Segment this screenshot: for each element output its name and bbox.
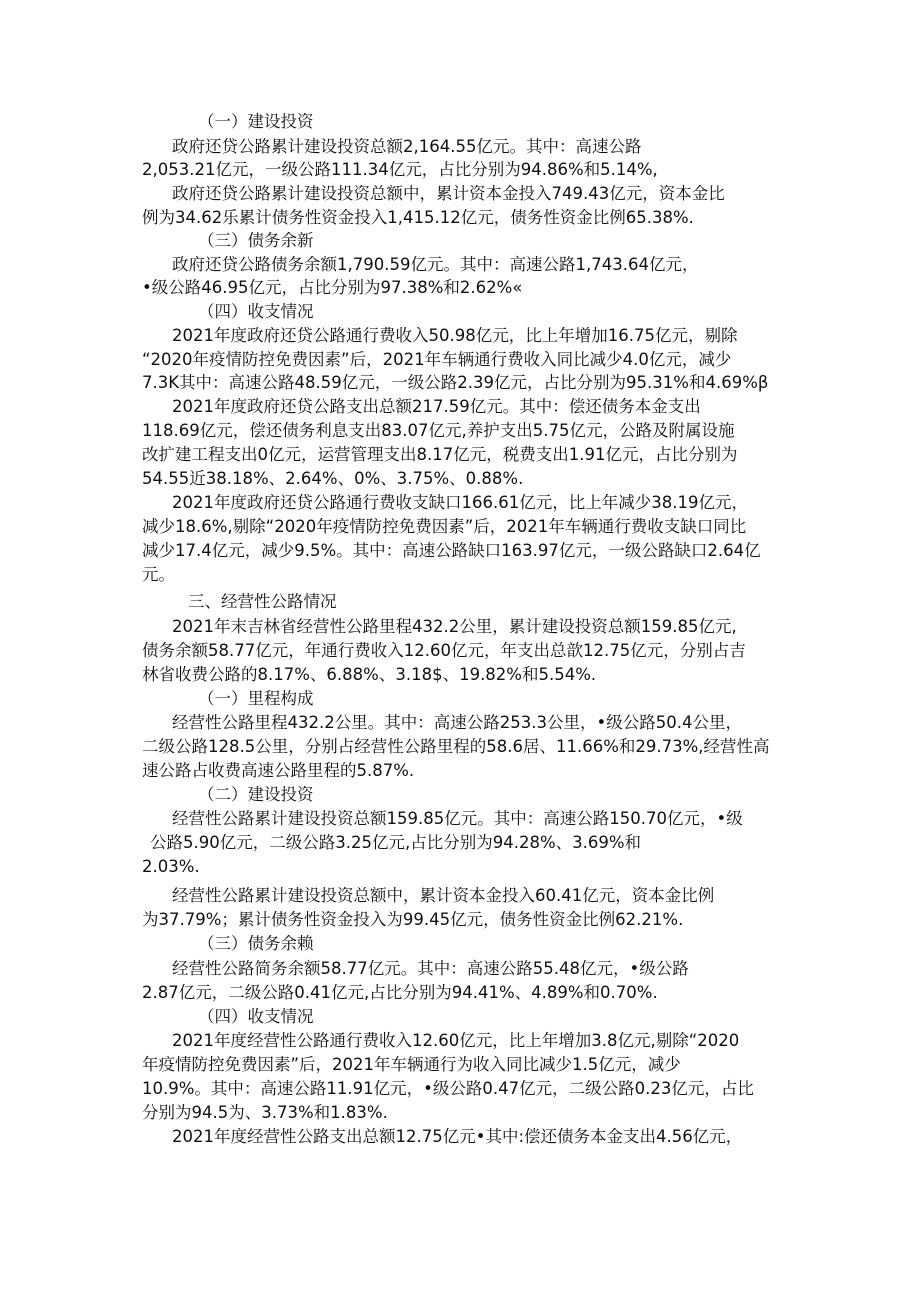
paragraph-line: 债务余额58.77亿元，年通行费收入12.60亿元，年支出总歆12.75亿元，分别占吉 (142, 641, 746, 660)
chapter-heading: 三、经营性公路情况 (188, 592, 337, 611)
paragraph-line: 2021年末吉林省经营性公路里程432.2公里，累计建设投资总额159.85亿元, (172, 617, 737, 636)
paragraph-line: 7.3K其中：高速公路48.59亿元，一级公路2.39亿元，占比分别为95.31%和4.69%β (142, 373, 769, 392)
section-heading: （三）债务余新 (198, 231, 314, 250)
section-heading: （二）建设投资 (198, 785, 314, 804)
paragraph-line: 改扩建工程支出0亿元，运营管理支出8.17亿元，税费支出1.91亿元，占比分别为 (142, 445, 738, 464)
paragraph-line: 速公路占收费高速公路里程的5.87%. (142, 761, 415, 780)
paragraph-line: •级公路46.95亿元，占比分别为97.38%和2.62%« (142, 278, 523, 297)
paragraph-line: “2020年疫情防控免费因素”后，2021年车辆通行费收入同比减少4.0亿元，减少 (142, 350, 732, 369)
paragraph-line: 2021年度政府还贷公路支出总额217.59亿元。其中：偿还债务本金支出 (172, 397, 701, 416)
paragraph-line: 2.03%. (142, 857, 200, 876)
paragraph-line: 2021年度经营性公路通行费收入12.60亿元，比上年增加3.8亿元,剔除“2020 (172, 1031, 740, 1050)
paragraph-line: 经营性公路累计建设投资总额159.85亿元。其中：高速公路150.70亿元，•级 (172, 809, 743, 828)
paragraph-line: 54.55近38.18%、2.64%、0%、3.75%、0.88%. (142, 469, 524, 488)
paragraph-line: 政府还贷公路累计建设投资总额中，累计资本金投入749.43亿元，资本金比 (172, 184, 725, 203)
paragraph-line: 2.87亿元，二级公路0.41亿元,占比分别为94.41%、4.89%和0.70%. (142, 983, 658, 1002)
paragraph-line: 政府还贷公路累计建设投资总额2,164.55亿元。其中：高速公路 (172, 137, 642, 156)
paragraph-line: 经营性公路简务余额58.77亿元。其中：高速公路55.48亿元，•级公路 (172, 959, 689, 978)
paragraph-line: 减少17.4亿元，减少9.5%。其中：高速公路缺口163.97亿元，一级公路缺口2.64亿 (142, 541, 761, 560)
section-heading: （四）收支情况 (198, 1007, 314, 1026)
paragraph-line: 年疫情防控免费因素”后，2021年车辆通行为收入同比减少1.5亿元，减少 (142, 1055, 681, 1074)
paragraph-line: 2021年度政府还贷公路通行费收入50.98亿元，比上年增加16.75亿元，剔除 (172, 326, 738, 345)
paragraph-line: 减少18.6%,剔除“2020年疫情防控免费因素”后，2021年车辆通行费收支缺口同比 (142, 517, 747, 536)
section-heading: （三）债务余赖 (198, 934, 314, 953)
paragraph-line: 林省收费公路的8.17%、6.88%、3.18$、19.82%和5.54%. (142, 665, 597, 684)
paragraph-line: 政府还贷公路债务余额1,790.59亿元。其中：高速公路1,743.64亿元， (172, 255, 699, 274)
section-heading: （一）建设投资 (198, 112, 314, 131)
section-heading: （四）收支情况 (198, 302, 314, 321)
paragraph-line: 分别为94.5为、3.73%和1.83%. (142, 1103, 388, 1122)
paragraph-line: 元。 (142, 565, 175, 584)
paragraph-line: 二级公路128.5公里，分别占经营性公路里程的58.6居、11.66%和29.73%,经营性高 (142, 737, 770, 756)
section-heading: （一）里程构成 (198, 689, 314, 708)
paragraph-line: 118.69亿元，偿还债务利息支出83.07亿元,养护支出5.75亿元，公路及附属设施 (142, 421, 735, 440)
paragraph-line: 10.9%。其中：高速公路11.91亿元，•级公路0.47亿元，二级公路0.23亿元，占比 (142, 1079, 754, 1098)
paragraph-line: 2021年度经营性公路支出总额12.75亿元•其中:偿还债务本金支出4.56亿元， (172, 1127, 743, 1146)
paragraph-line: 例为34.62乐累计债务性资金投入1,415.12亿元，债务性资金比例65.38%. (142, 208, 694, 227)
paragraph-line: 公路5.90亿元，二级公路3.25亿元,占比分别为94.28%、3.69%和 (150, 833, 642, 852)
paragraph-line: 2021年度政府还贷公路通行费收支缺口166.61亿元，比上年减少38.19亿元， (172, 493, 748, 512)
paragraph-line: 2,053.21亿元，一级公路111.34亿元，占比分别为94.86%和5.14%, (142, 160, 658, 179)
paragraph-line: 经营性公路里程432.2公里。其中：高速公路253.3公里，•级公路50.4公里， (172, 713, 742, 732)
paragraph-line: 经营性公路累计建设投资总额中，累计资本金投入60.41亿元，资本金比例 (172, 886, 715, 905)
paragraph-line: 为37.79%；累计债务性资金投入为99.45亿元，债务性资金比例62.21%. (142, 910, 684, 929)
